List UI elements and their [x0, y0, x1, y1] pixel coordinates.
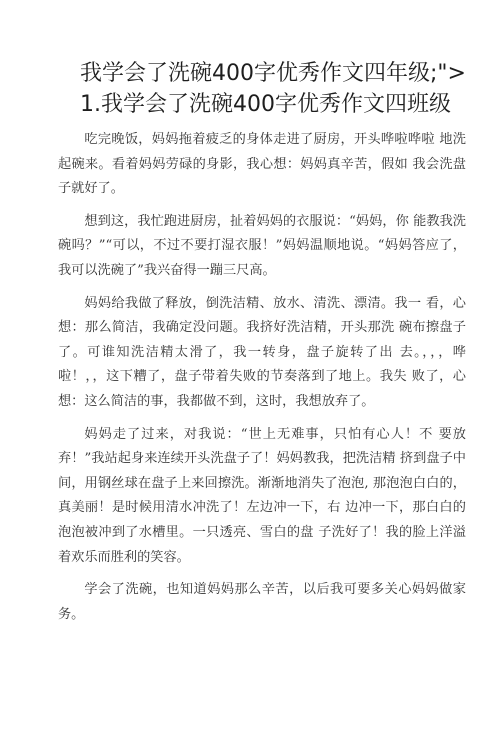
paragraph-5: 学会了洗碗，也知道妈妈那么辛苦，以后我可要多关心妈妈做家务。	[58, 582, 466, 622]
document-title: 我学会了洗碗400字优秀作文四年级;">1.我学会了洗碗400字优秀作文四班级	[80, 61, 466, 117]
paragraph-3: 妈妈给我做了释放，倒洗洁精、放水、清洗、漂清。我一 看，心想：那么简洁，我确定没问题。我挤好洗洁精，开头那洗 碗布擦盘子了。可谁知洗洁精太滑了，我一转身，盘子旋转了出 去。，，，哗啦！，，这下糟了，盘子带着失败的节奏落到了地上。我失 败了，心想：这么简洁的事，我都做不到，这时，我想放弃了。	[58, 295, 466, 409]
document-body	[58, 128, 466, 627]
paragraph-2: 想到这，我忙跑进厨房，扯着妈妈的衣服说：“妈妈，你 能教我洗碗吗？”“可以，不过不要打湿衣服！”妈妈温顺地说。“妈妈答应了，我可以洗碗了”我兴奋得一蹦三尺高。	[58, 213, 466, 278]
paragraph-1: 吃完晚饭，妈妈拖着疲乏的身体走进了厨房，开头哗啦哗啦 地洗起碗来。看着妈妈劳碌的身影，我心想：妈妈真辛苦，假如 我会洗盘子就好了。	[58, 132, 466, 197]
paragraph-4: 妈妈走了过来，对我说：“世上无难事，只怕有心人！不 要放弃！”我站起身来连续开头洗盘子了！妈妈教我，把洗洁精 挤到盘子中间，用钢丝球在盘子上来回擦洗。渐渐地消失了泡泡, 那泡泡白白的，真美丽！是时候用清水冲洗了！左边冲一下，右 边冲一下，那白白的泡泡被冲到了水槽里。一只透亮、雪白的盘 子洗好了！我的脸上洋溢着欢乐而胜利的笑容。	[58, 426, 466, 565]
